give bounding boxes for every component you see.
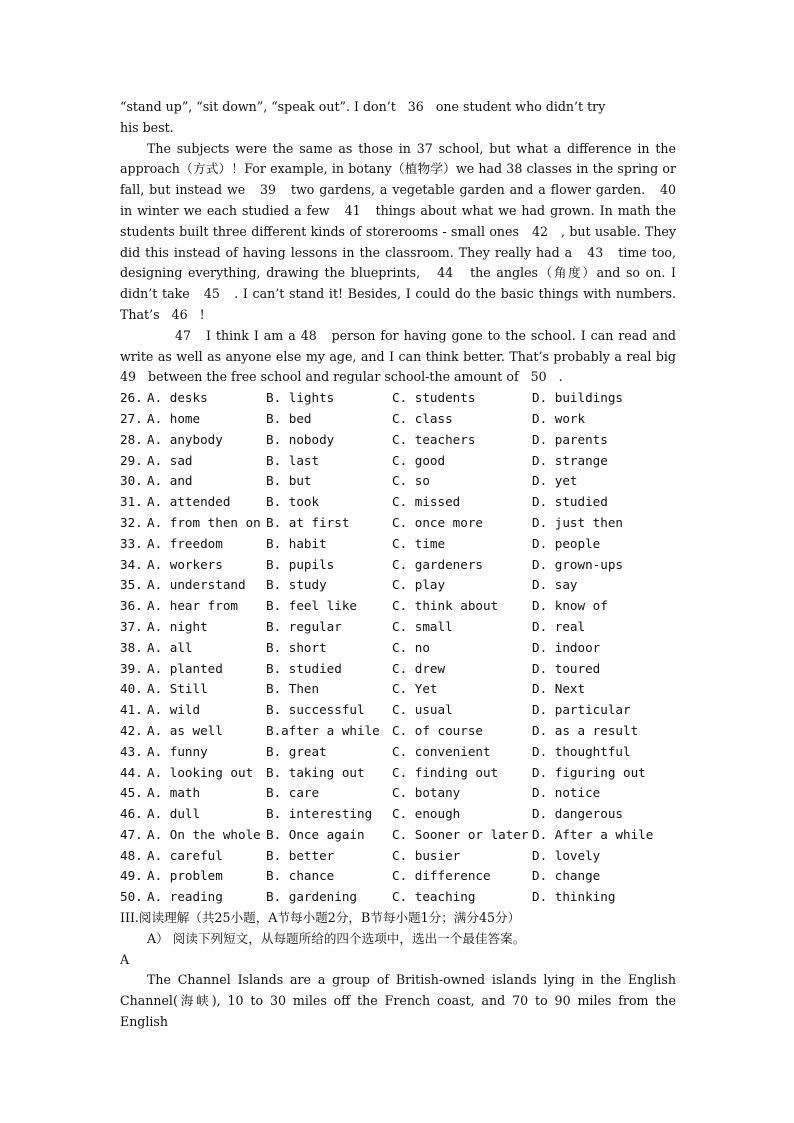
- question-number: 47.: [120, 826, 143, 842]
- option-c: C. so: [392, 473, 430, 489]
- option-d: D. strange: [532, 452, 608, 468]
- question-number: 49.: [120, 868, 143, 884]
- question-row: [120, 846, 676, 867]
- option-d: D. parents: [532, 431, 608, 447]
- option-b: B. studied: [266, 660, 342, 676]
- question-number: 46.: [120, 806, 143, 822]
- passage-paragraph-2: The subjects were the same as those in 37 school, but what a difference in the approach（方式）！For example, in botany（植物学）we had 38 classes in the spring or fall, but instead we 39 two gardens, a vegetable garden and a flower garden. 40 in winter we each studied a few 41 things about what we had grown. In math the students built three different kinds of storerooms - small ones 42 , but usable. They did this instead of having lessons in the classroom. They really had a 43 time too, designing everything, drawing the blueprints, 44 the angles（角度）and so on. I didn’t take 45 . I can’t stand it! Besides, I could do the basic things with numbers. That’s 46 !: [120, 140, 689, 322]
- option-c: C. Sooner or later: [392, 826, 529, 842]
- option-a: A. all: [147, 639, 193, 655]
- question-number: 41.: [120, 702, 143, 718]
- option-a: A. On the whole: [147, 826, 261, 842]
- question-number: 43.: [120, 743, 143, 759]
- option-c: C. enough: [392, 806, 461, 822]
- option-d: D. dangerous: [532, 806, 623, 822]
- question-row: [120, 721, 676, 742]
- option-c: C. time: [392, 535, 446, 551]
- option-c: C. teachers: [392, 431, 476, 447]
- option-c: C. play: [392, 577, 446, 593]
- question-number: 36.: [120, 598, 143, 614]
- option-d: D. thoughtful: [532, 743, 631, 759]
- question-number: 29.: [120, 452, 143, 468]
- document-page: [120, 97, 689, 1033]
- option-d: D. buildings: [532, 390, 623, 406]
- option-b: B. nobody: [266, 431, 335, 447]
- option-c: C. botany: [392, 785, 461, 801]
- option-b: B. care: [266, 785, 320, 801]
- option-c: C. of course: [392, 722, 483, 738]
- question-number: 31.: [120, 494, 143, 510]
- section-instruction: A） 阅读下列短文，从每题所给的四个选项中，选出一个最佳答案。: [147, 930, 526, 946]
- option-d: D. Next: [532, 681, 586, 697]
- question-row: [120, 742, 676, 763]
- passage-line-2: his best.: [120, 119, 174, 135]
- question-row: [120, 534, 676, 555]
- question-number: 44.: [120, 764, 143, 780]
- option-a: A. reading: [147, 889, 223, 905]
- question-row: [120, 700, 676, 721]
- option-c: C. no: [392, 639, 430, 655]
- question-number: 50.: [120, 889, 143, 905]
- question-list: [120, 388, 676, 908]
- option-a: A. funny: [147, 743, 208, 759]
- passage-label: A: [120, 951, 130, 967]
- option-b: B. feel like: [266, 598, 357, 614]
- option-b: B. better: [266, 847, 335, 863]
- option-c: C. busier: [392, 847, 461, 863]
- option-c: C. finding out: [392, 764, 499, 780]
- option-a: A. wild: [147, 702, 201, 718]
- option-c: C. drew: [392, 660, 446, 676]
- option-d: D. toured: [532, 660, 601, 676]
- option-c: C. difference: [392, 868, 491, 884]
- question-row: [120, 513, 676, 534]
- question-number: 37.: [120, 618, 143, 634]
- option-d: D. as a result: [532, 722, 639, 738]
- passage-line-1: “stand up”, “sit down”, “speak out”. I don’t 36 one student who didn’t try: [120, 99, 606, 114]
- option-b: B. successful: [266, 702, 365, 718]
- option-b: B. study: [266, 577, 327, 593]
- option-a: A. dull: [147, 806, 201, 822]
- question-row: [120, 492, 676, 513]
- option-a: A. home: [147, 410, 201, 426]
- question-row: [120, 451, 676, 472]
- question-row: [120, 679, 676, 700]
- option-c: C. once more: [392, 514, 483, 530]
- question-number: 48.: [120, 847, 143, 863]
- option-a: A. desks: [147, 390, 208, 406]
- option-a: A. anybody: [147, 431, 223, 447]
- question-number: 32.: [120, 514, 143, 530]
- option-d: D. people: [532, 535, 601, 551]
- option-c: C. small: [392, 618, 453, 634]
- option-a: A. problem: [147, 868, 223, 884]
- option-b: B. Then: [266, 681, 320, 697]
- option-d: D. notice: [532, 785, 601, 801]
- option-b: B. Once again: [266, 826, 365, 842]
- option-a: A. sad: [147, 452, 193, 468]
- option-a: A. math: [147, 785, 201, 801]
- option-a: A. attended: [147, 494, 231, 510]
- question-row: [120, 617, 676, 638]
- question-row: [120, 804, 676, 825]
- question-row: [120, 596, 676, 617]
- option-b: B. took: [266, 494, 320, 510]
- question-number: 39.: [120, 660, 143, 676]
- question-row: [120, 388, 676, 409]
- section-heading: III.阅读理解（共25小题，A节每小题2分，B节每小题1分；满分45分）: [120, 910, 521, 926]
- question-row: [120, 471, 676, 492]
- option-c: C. gardeners: [392, 556, 483, 572]
- option-d: D. After a while: [532, 826, 654, 842]
- question-number: 33.: [120, 535, 143, 551]
- option-b: B. lights: [266, 390, 335, 406]
- option-d: D. figuring out: [532, 764, 646, 780]
- option-d: D. particular: [532, 702, 631, 718]
- option-b: B. great: [266, 743, 327, 759]
- question-number: 30.: [120, 473, 143, 489]
- option-c: C. missed: [392, 494, 461, 510]
- option-c: C. class: [392, 410, 453, 426]
- option-a: A. from then on: [147, 514, 261, 530]
- question-row: [120, 638, 676, 659]
- question-number: 35.: [120, 577, 143, 593]
- option-a: A. workers: [147, 556, 223, 572]
- option-b: B. habit: [266, 535, 327, 551]
- question-row: [120, 783, 676, 804]
- question-number: 27.: [120, 410, 143, 426]
- option-a: A. hear from: [147, 598, 238, 614]
- question-row: [120, 825, 676, 846]
- option-b: B. gardening: [266, 889, 357, 905]
- option-a: A. understand: [147, 577, 246, 593]
- question-row: [120, 763, 676, 784]
- option-d: D. grown-ups: [532, 556, 623, 572]
- option-b: B. short: [266, 639, 327, 655]
- option-c: C. usual: [392, 702, 453, 718]
- question-number: 38.: [120, 639, 143, 655]
- option-d: D. change: [532, 868, 601, 884]
- option-c: C. think about: [392, 598, 499, 614]
- option-d: D. say: [532, 577, 578, 593]
- question-row: [120, 430, 676, 451]
- option-a: A. as well: [147, 722, 223, 738]
- option-b: B. bed: [266, 410, 312, 426]
- option-d: D. yet: [532, 473, 578, 489]
- option-a: A. and: [147, 473, 193, 489]
- option-b: B. pupils: [266, 556, 335, 572]
- option-d: D. indoor: [532, 639, 601, 655]
- option-b: B. taking out: [266, 764, 365, 780]
- option-c: C. Yet: [392, 681, 438, 697]
- option-c: C. good: [392, 452, 446, 468]
- passage-paragraph-3: 47 I think I am a 48 person for having gone to the school. I can read and write as well as anyone else my age, and I can think better. That’s probably a real big 49 between the free school and regular school-the amount of 50 .: [120, 327, 689, 385]
- option-d: D. work: [532, 410, 586, 426]
- question-row: [120, 575, 676, 596]
- question-number: 34.: [120, 556, 143, 572]
- option-b: B. regular: [266, 618, 342, 634]
- option-d: D. know of: [532, 598, 608, 614]
- question-number: 42.: [120, 722, 143, 738]
- question-row: [120, 887, 676, 908]
- option-b: B. interesting: [266, 806, 373, 822]
- option-b: B. but: [266, 473, 312, 489]
- option-a: A. freedom: [147, 535, 223, 551]
- option-a: A. night: [147, 618, 208, 634]
- question-number: 26.: [120, 390, 143, 406]
- question-row: [120, 659, 676, 680]
- option-d: D. thinking: [532, 889, 616, 905]
- option-a: A. Still: [147, 681, 208, 697]
- question-number: 28.: [120, 431, 143, 447]
- option-b: B.after a while: [266, 722, 380, 738]
- question-row: [120, 866, 676, 887]
- option-d: D. just then: [532, 514, 623, 530]
- option-d: D. lovely: [532, 847, 601, 863]
- option-d: D. real: [532, 618, 586, 634]
- question-number: 45.: [120, 785, 143, 801]
- option-d: D. studied: [532, 494, 608, 510]
- option-b: B. at first: [266, 514, 350, 530]
- option-b: B. chance: [266, 868, 335, 884]
- option-a: A. looking out: [147, 764, 254, 780]
- option-b: B. last: [266, 452, 320, 468]
- question-number: 40.: [120, 681, 143, 697]
- option-a: A. planted: [147, 660, 223, 676]
- option-c: C. teaching: [392, 889, 476, 905]
- option-c: C. students: [392, 390, 476, 406]
- question-row: [120, 555, 676, 576]
- option-c: C. convenient: [392, 743, 491, 759]
- question-row: [120, 409, 676, 430]
- option-a: A. careful: [147, 847, 223, 863]
- reading-passage-a: The Channel Islands are a group of British-owned islands lying in the English Channel(海峡), 10 to 30 miles off the French coast, and 70 to 90 miles from the English: [120, 972, 681, 1030]
